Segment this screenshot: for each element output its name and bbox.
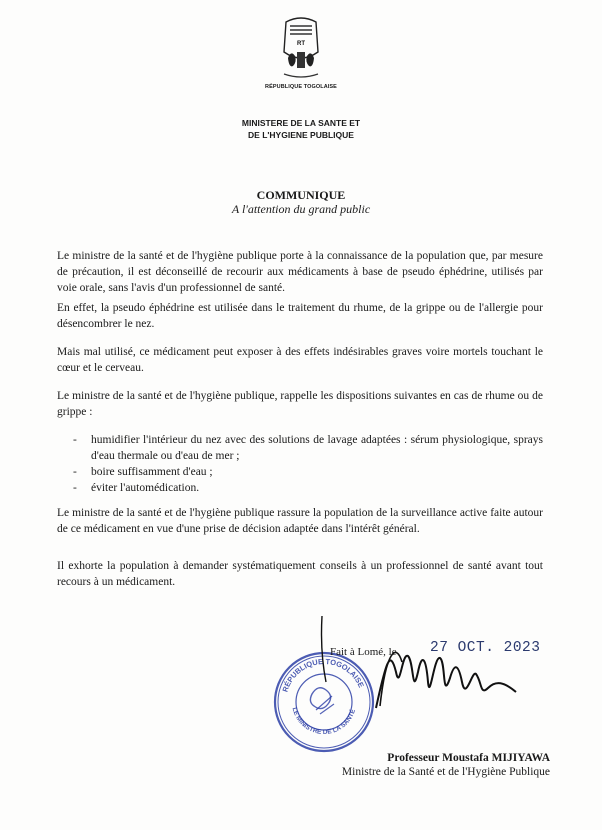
list-item: - humidifier l'intérieur du nez avec des solutions de lavage adaptées : sérum physiologique, sprays d'eau thermale ou d'eau de mer ; [73,434,543,462]
paragraph-3 [57,344,543,376]
ministry-line-1: MINISTERE DE LA SANTE ET [241,118,361,128]
signing-place: Fait à Lomé, le [330,646,397,658]
list-item: - boire suffisamment d'eau ; [73,466,213,478]
date-stamp: 27 OCT. 2023 [430,640,541,656]
signer-name: Professeur Moustafa MIJIYAWA [387,752,550,764]
signer-role: Ministre de la Santé et de l'Hygiène Publique [341,766,550,778]
svg-text:LE MINISTRE DE LA SANTÉ: LE MINISTRE DE LA SANTÉ [290,706,357,737]
ministry-line-2: DE L'HYGIENE PUBLIQUE [248,130,354,140]
list-item-text: éviter l'automédication. [91,482,200,494]
coat-of-arms-emblem [278,12,324,84]
list-item-text: humidifier l'intérieur du nez avec des solutions de lavage adaptées : sérum physiologique, sprays d'eau thermale ou d'eau de mer ; [91,434,543,462]
paragraph-1 [57,248,543,296]
paragraph-text: Le ministre de la santé et de l'hygiène publique rassure la population de la surveillance active faite autour de ce médicament en vue d'une prise de décision adaptée dans l'intérêt général. [57,507,543,535]
paragraph-text: Le ministre de la santé et de l'hygiène publique porte à la connaissance de la population que, par mesure de précaution, il est déconseillé de recourir aux médicaments à base de pseudo éphédrine, utilisés par voie orale, sans l'avis d'un professionnel de santé. [57,250,543,294]
recommendation-list [57,432,543,496]
communique-subtitle: A l'attention du grand public [231,202,371,216]
paragraph-5 [57,505,543,537]
ministry-header [200,117,402,141]
paragraph-text: Le ministre de la santé et de l'hygiène publique, rappelle les dispositions suivantes en cas de rhume ou de grippe : [57,390,543,418]
handwritten-signature [316,612,536,732]
svg-text:RÉPUBLIQUE TOGOLAISE: RÉPUBLIQUE TOGOLAISE [280,656,366,694]
paragraph-6 [57,558,543,590]
paragraph-2 [57,300,543,332]
list-item: - éviter l'automédication. [73,482,200,494]
republic-caption: RÉPUBLIQUE TOGOLAISE [265,84,337,90]
communique-title: COMMUNIQUE [256,188,346,202]
paragraph-text: En effet, la pseudo éphédrine est utilisée dans le traitement du rhume, de la grippe ou de l'allergie pour désencombrer le nez. [57,302,543,330]
paragraph-text: Mais mal utilisé, ce médicament peut exposer à des effets indésirables graves voire mortels touchant le cœur et le cerveau. [57,346,543,374]
emblem-letters: RT [297,41,305,47]
paragraph-text: Il exhorte la population à demander systématiquement conseils à un professionnel de santé avant tout recours à un médicament. [57,560,543,588]
paragraph-4 [57,388,543,420]
list-item-text: boire suffisamment d'eau ; [91,466,213,478]
